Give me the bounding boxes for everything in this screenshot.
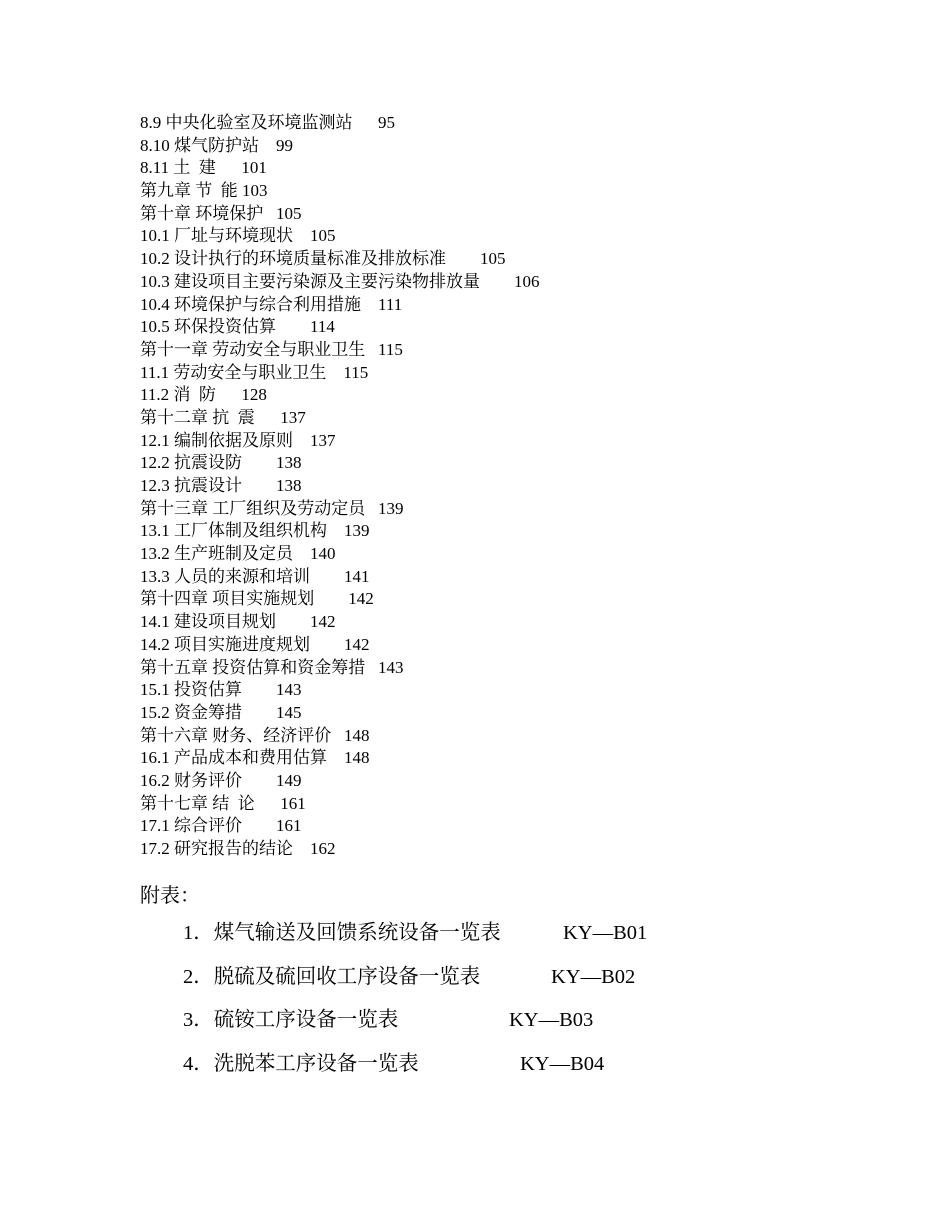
toc-entry-title: 11.2 消 防 [140,385,216,405]
toc-entry-page: 139 [344,521,370,541]
toc-entry-gap [310,635,344,654]
toc-entry-page: 105 [310,226,336,246]
toc-entry-page: 143 [378,657,404,677]
toc-entry [140,294,900,317]
toc-entry-title: 16.2 财务评价 [140,770,242,790]
toc-entry-page: 138 [276,476,302,495]
toc-entry [140,566,900,589]
toc-entry-page: 115 [378,339,403,359]
toc-entry-gap [242,453,276,472]
toc-entry [140,135,900,158]
toc-entry-page: 161 [280,793,306,813]
toc-entry-title: 17.2 研究报告的结论 [140,839,293,858]
toc-entry-title: 13.2 生产班制及定员 [140,544,293,564]
toc-entry-page: 142 [344,634,370,654]
toc-entry-page: 140 [310,544,336,564]
appendix-item [183,918,883,962]
toc-entry [140,384,900,407]
toc-entry-title: 第十章 环境保护 [140,203,264,223]
toc-entry [140,203,900,226]
toc-entry-page: 114 [310,317,335,337]
toc-entry-gap [263,204,276,223]
toc-entry-title: 10.5 环保投资估算 [140,317,276,337]
toc-entry [140,702,900,725]
toc-entry-gap [255,794,281,813]
toc-entry-gap [314,589,348,608]
table-of-contents [140,112,900,861]
toc-entry-page: 137 [310,430,336,450]
toc-entry [140,838,900,861]
toc-entry-title: 8.9 中央化验室及环境监测站 [140,113,353,132]
appendix-title: 附表： [140,885,200,907]
toc-entry [140,747,900,770]
toc-entry-page: 115 [343,362,369,382]
toc-entry-page: 148 [344,725,370,745]
toc-entry-gap [327,521,344,540]
toc-entry-gap [446,249,480,268]
toc-entry [140,611,900,634]
toc-entry-title: 第十三章 工厂组织及劳动定员 [140,498,366,518]
toc-entry [140,770,900,793]
toc-entry-gap [365,658,378,677]
toc-entry [140,520,900,543]
toc-entry-title: 17.1 综合评价 [140,816,242,836]
toc-entry-title: 13.3 人员的来源和培训 [140,566,310,586]
toc-entry-title: 10.4 环境保护与综合利用措施 [140,294,361,314]
toc-entry-page: 139 [378,498,404,518]
toc-entry [140,430,900,453]
toc-entry-page: 145 [276,702,302,722]
toc-entry-gap [242,476,276,495]
toc-entry-title: 第十五章 投资估算和资金筹措 [140,657,366,677]
toc-entry-gap [242,771,276,790]
toc-entry-title: 13.1 工厂体制及组织机构 [140,521,327,541]
toc-entry [140,112,900,135]
appendix-item-code: KY—B03 [509,1009,594,1031]
toc-entry [140,180,900,203]
toc-entry-page: 106 [514,271,540,291]
toc-entry-page: 105 [276,203,302,223]
toc-entry-gap [259,136,276,155]
toc-entry-page: 162 [310,839,336,858]
toc-entry [140,498,900,521]
toc-entry-gap [361,295,378,314]
toc-entry-title: 第十二章 抗 震 [140,407,255,427]
toc-entry [140,316,900,339]
appendix-item-code: KY—B02 [551,965,636,988]
appendix-item-code: KY—B04 [520,1052,605,1075]
appendix-item [183,1005,883,1049]
toc-entry [140,271,900,294]
toc-entry-page: 138 [276,453,302,473]
toc-entry-page: 137 [280,407,306,427]
toc-entry-title: 12.3 抗震设计 [140,476,242,495]
toc-entry-title: 第十七章 结 论 [140,793,255,813]
toc-entry-page: 148 [344,748,370,768]
toc-entry-title: 10.1 厂址与环境现状 [140,226,293,246]
toc-entry-page: 95 [378,113,395,132]
appendix-item-title: 4．洗脱苯工序设备一览表 [183,1052,419,1075]
toc-entry-title: 14.2 项目实施进度规划 [140,634,310,654]
toc-entry-gap [276,612,310,631]
toc-entry-page: 105 [480,249,506,269]
toc-entry-gap [242,703,276,722]
toc-entry-page: 141 [344,566,370,586]
toc-entry-gap [216,385,242,404]
toc-entry [140,543,900,566]
toc-entry [140,793,900,816]
appendix-item [183,962,883,1006]
toc-entry-page: 149 [276,770,302,790]
toc-entry-gap [242,680,276,699]
toc-entry [140,407,900,430]
toc-entry-title: 12.1 编制依据及原则 [140,430,293,450]
toc-entry-title: 12.2 抗震设防 [140,453,242,473]
toc-entry-page: 103 [242,181,268,201]
toc-entry [140,248,900,271]
toc-entry-title: 8.11 土 建 [140,158,216,178]
toc-entry-gap [293,839,310,858]
toc-entry-page: 143 [276,680,302,700]
toc-entry-gap [365,340,378,359]
toc-entry [140,362,900,385]
toc-entry-title: 第十一章 劳动安全与职业卫生 [140,339,366,359]
toc-entry-gap [327,748,344,767]
toc-entry-gap [480,272,514,291]
toc-entry-page: 101 [241,158,267,178]
appendix-item [183,1049,883,1093]
toc-entry-page: 161 [276,816,302,836]
appendix-item-code: KY—B01 [563,922,648,944]
toc-entry [140,452,900,475]
toc-entry-title: 16.1 产品成本和费用估算 [140,748,327,768]
toc-entry-gap [365,499,378,518]
toc-entry-title: 10.3 建设项目主要污染源及主要污染物排放量 [140,271,480,291]
toc-entry-gap [216,158,242,177]
toc-entry-title: 10.2 设计执行的环境质量标准及排放标准 [140,249,446,269]
toc-entry-title: 15.2 资金筹措 [140,702,242,722]
toc-entry [140,475,900,498]
toc-entry [140,339,900,362]
toc-entry-gap [326,363,343,382]
toc-entry-page: 142 [348,589,374,609]
toc-entry-gap [331,726,344,745]
appendix-list [183,918,883,1092]
toc-entry-page: 128 [241,385,267,405]
toc-entry-title: 8.10 煤气防护站 [140,135,259,155]
toc-entry-gap [255,408,281,427]
toc-entry-gap [242,816,276,835]
toc-entry [140,225,900,248]
appendix-item-title: 1．煤气输送及回馈系统设备一览表 [183,922,501,944]
toc-entry [140,679,900,702]
toc-entry-title: 14.1 建设项目规划 [140,612,276,632]
toc-entry-gap [293,431,310,450]
toc-entry-gap [293,226,310,245]
toc-entry-gap [276,317,310,336]
toc-entry-page: 99 [276,135,293,155]
toc-entry-gap [353,113,379,132]
toc-entry-title: 11.1 劳动安全与职业卫生 [140,362,327,382]
toc-entry [140,157,900,180]
toc-entry-page: 142 [310,612,336,632]
toc-entry-title: 第十四章 项目实施规划 [140,589,315,609]
toc-entry-gap [310,567,344,586]
toc-entry-title: 第十六章 财务、经济评价 [140,725,332,745]
toc-entry-title: 15.1 投资估算 [140,680,242,700]
toc-entry-page: 111 [378,294,403,314]
toc-entry [140,657,900,680]
appendix-item-title: 2．脱硫及硫回收工序设备一览表 [183,965,481,988]
toc-entry [140,634,900,657]
toc-entry-gap [293,544,310,563]
toc-entry [140,815,900,838]
toc-entry-title: 第九章 节 能 [140,181,238,201]
toc-entry [140,588,900,611]
toc-entry [140,725,900,748]
appendix-item-title: 3．硫铵工序设备一览表 [183,1009,399,1031]
